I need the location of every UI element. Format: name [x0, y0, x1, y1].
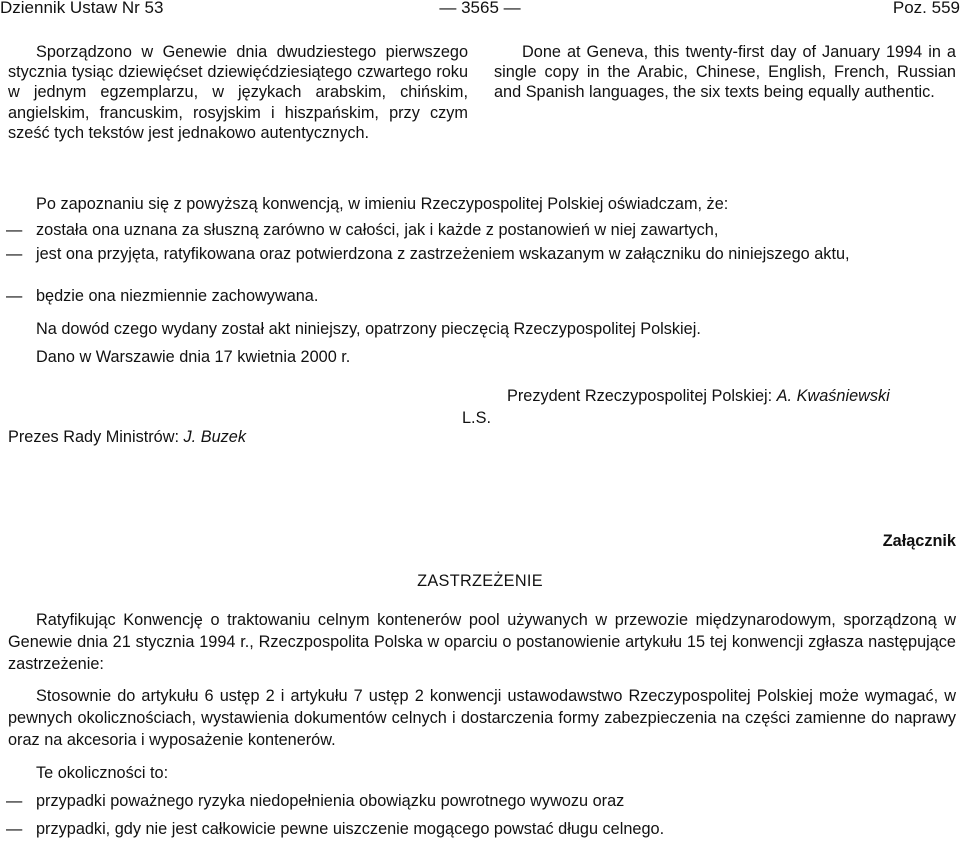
- annex-case-text: przypadki poważnego ryzyka niedopełnienia obowiązku powrotnego wywozu oraz: [36, 792, 625, 810]
- president-label: Prezydent Rzeczypospolitej Polskiej:: [507, 387, 777, 405]
- annex-title: ZASTRZEŻENIE: [417, 572, 543, 590]
- polish-closing-paragraph: Sporządzono w Genewie dnia dwudziestego pierwszego stycznia tysiąc dziewięćset dziewięćdziesiątego czwartego roku w jednym egzemplarzu, w językach arabskim, chińskim, angielskim, francuskim, rosyjskim i hiszpańskim, przy czym sześć tych tekstów jest jednakowo autentycznych.: [8, 43, 468, 142]
- dash-2: —: [6, 245, 23, 263]
- prime-minister-signature: [8, 426, 246, 448]
- witness-statement: Na dowód czego wydany został akt niniejszy, opatrzony pieczęcią Rzeczypospolitej Polskiej.: [36, 320, 701, 338]
- polish-closing-text: [8, 42, 468, 143]
- declaration-item-2: [0, 243, 960, 265]
- declaration-item-3: [0, 285, 960, 307]
- declaration-item-text: będzie ona niezmiennie zachowywana.: [36, 287, 319, 305]
- dash-4: —: [6, 792, 23, 810]
- english-closing-paragraph: Done at Geneva, this twenty-first day of January 1994 in a single copy in the Arabic, Chinese, English, French, Russian and Spanish languages, the six texts being equally authentic.: [494, 43, 956, 102]
- pm-name: J. Buzek: [183, 428, 246, 446]
- dash-5: —: [6, 820, 23, 838]
- journal-title: Dziennik Ustaw Nr 53: [0, 0, 164, 17]
- declaration-item-1: [0, 219, 960, 241]
- annex-case-text: przypadki, gdy nie jest całkowicie pewne uiszczenie mogącego powstać długu celnego.: [36, 820, 665, 838]
- dash-3: —: [6, 287, 23, 305]
- page-header: [0, 0, 960, 18]
- president-name: A. Kwaśniewski: [776, 387, 890, 405]
- annex-intro-text: Ratyfikując Konwencję o traktowaniu celnym kontenerów pool używanych w przewozie międzynarodowym, sporządzoną w Genewie dnia 21 stycznia 1994 r., Rzeczpospolita Polska w oparciu o postanowienie artykułu 15 tej konwencji zgłasza następujące zastrzeżenie:: [8, 611, 956, 673]
- page-number: — 3565 —: [439, 0, 521, 17]
- annex-body-text: Stosownie do artykułu 6 ustęp 2 i artykułu 7 ustęp 2 konwencji ustawodawstwo Rzeczypospolitej Polskiej może wymagać, w pewnych okolicznościach, wystawienia dokumentów celnych i dostarczenia formy zabezpieczenia na części zamienne do naprawy oraz na akcesoria i wyposażenie kontenerów.: [8, 687, 956, 749]
- annex-body: [8, 685, 956, 751]
- annex-intro: [8, 609, 956, 675]
- seal-mark: L.S.: [462, 409, 491, 427]
- annex-label: Załącznik: [882, 532, 956, 550]
- place-and-date: Dano w Warszawie dnia 17 kwietnia 2000 r.: [36, 348, 351, 366]
- annex-case-1: [0, 790, 960, 812]
- declaration-item-text: jest ona przyjęta, ratyfikowana oraz potwierdzona z zastrzeżeniem wskazanym w załączniku do niniejszego aktu,: [36, 245, 850, 263]
- position-number: Poz. 559: [892, 0, 960, 17]
- english-closing-text: [494, 42, 956, 103]
- declaration-intro: Po zapoznaniu się z powyższą konwencją, w imieniu Rzeczypospolitej Polskiej oświadczam, że:: [36, 195, 729, 213]
- declaration-item-text: została ona uznana za słuszną zarówno w całości, jak i każde z postanowień w niej zawartych,: [36, 221, 719, 239]
- circumstances-heading: Te okoliczności to:: [36, 764, 169, 782]
- annex-case-2: [0, 818, 960, 840]
- pm-label: Prezes Rady Ministrów:: [8, 428, 184, 446]
- president-signature: [507, 385, 890, 407]
- dash-1: —: [6, 221, 23, 239]
